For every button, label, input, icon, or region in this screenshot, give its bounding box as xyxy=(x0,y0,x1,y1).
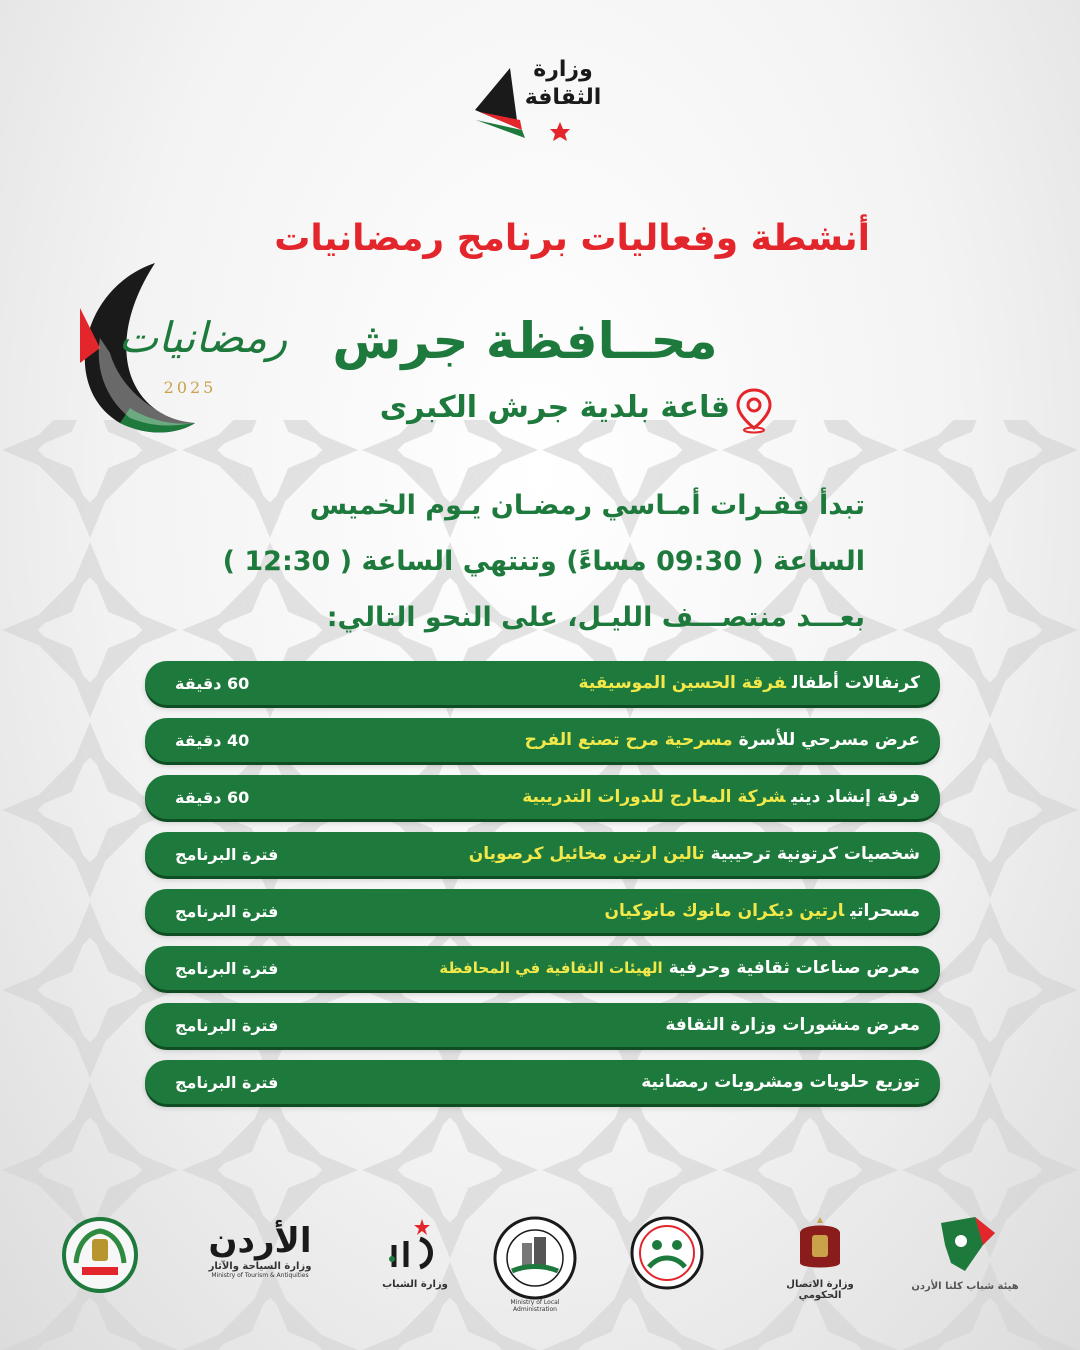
duration-label: 60 دقيقة xyxy=(175,673,250,693)
page-title: أنشطة وفعاليات برنامج رمضانيات xyxy=(274,218,870,259)
duration-label: فترة البرنامج xyxy=(175,901,279,921)
activity-label: معرض منشورات وزارة الثقافة xyxy=(665,1015,920,1035)
local-admin-caption: Ministry of Local Administration xyxy=(510,1299,560,1313)
schedule-row xyxy=(145,661,940,705)
local-admin-seal-icon xyxy=(492,1215,578,1301)
activity-label: فرقة إنشاد ديني xyxy=(791,787,920,807)
local-admin-ministry-logo xyxy=(490,1215,580,1313)
performer-label: مسرحية مرح تصنع الفرح xyxy=(524,730,733,750)
youth-org-caption: هيئة شباب كلنا الأردن xyxy=(911,1281,1019,1292)
schedule-row xyxy=(145,889,940,933)
badge-script: رمضانيات xyxy=(118,313,288,362)
armed-forces-emblem xyxy=(60,1215,140,1305)
duration-label: 40 دقيقة xyxy=(175,730,250,750)
schedule-row xyxy=(145,775,940,819)
duration-label: فترة البرنامج xyxy=(175,1015,279,1035)
tourism-caption: وزارة السياحة والآثار xyxy=(208,1261,312,1272)
logo-name-line2: الثقافة xyxy=(524,85,602,110)
jordan-map-icon xyxy=(925,1215,1005,1277)
schedule-row xyxy=(145,946,940,990)
location-pin-icon xyxy=(730,386,778,434)
youth-organization-logo xyxy=(905,1215,1025,1305)
activity-label: مسحراتي xyxy=(850,901,920,921)
intro-line-2: الساعة ( 09:30 مساءً) وتنتهي الساعة ( 12:30 ) xyxy=(222,546,865,577)
performer-label: الهيئات الثقافية في المحافظة xyxy=(439,959,663,977)
intro-line-3: بعـــد منتصـــف الليـل، على النحو التالي: xyxy=(326,602,865,633)
ministry-of-culture-logo xyxy=(470,50,620,145)
ramadan-badge xyxy=(60,258,290,438)
activity-label: معرض صناعات ثقافية وحرفية xyxy=(668,958,920,978)
performer-label: ارتين ديكران مانوك مانوكيان xyxy=(604,901,845,921)
tourism-wordmark: الأردن xyxy=(208,1221,312,1261)
performer-label: فرقة الحسين الموسيقية xyxy=(578,673,787,693)
youth-ministry-logo xyxy=(375,1215,455,1305)
communication-caption: وزارة الاتصال الحكومي xyxy=(786,1279,854,1301)
governorate-title: محــافظة جرش xyxy=(332,312,718,370)
duration-label: فترة البرنامج xyxy=(175,958,279,978)
activity-label: شخصيات كرتونية ترحيبية xyxy=(710,844,920,864)
social-development-seal xyxy=(628,1215,706,1305)
schedule-row xyxy=(145,1003,940,1047)
activity-label: كرنفالات أطفال xyxy=(792,673,920,693)
logo-name-line1: وزارة xyxy=(533,57,593,82)
intro-line-1: تبدأ فقـرات أمـاسي رمضـان يـوم الخميس xyxy=(309,490,865,521)
schedule-row xyxy=(145,1060,940,1104)
performer-label: شركة المعارج للدورات التدريبية xyxy=(522,787,786,807)
venue-label: قاعة بلدية جرش الكبرى xyxy=(379,390,730,425)
youth-logo-icon xyxy=(380,1215,450,1275)
duration-label: فترة البرنامج xyxy=(175,844,279,864)
tourism-caption-en: Ministry of Tourism & Antiquities xyxy=(211,1272,309,1279)
intro-text xyxy=(160,478,865,646)
badge-year: 2025 xyxy=(163,378,217,397)
duration-label: فترة البرنامج xyxy=(175,1072,279,1092)
tourism-ministry-logo xyxy=(200,1215,320,1305)
schedule-list xyxy=(145,661,940,1117)
duration-label: 60 دقيقة xyxy=(175,787,250,807)
performer-label: تالين ارتين مخائيل كرصويان xyxy=(468,844,705,864)
activity-label: عرض مسرحي للأسرة xyxy=(738,730,920,750)
activity-label: توزيع حلويات ومشروبات رمضانية xyxy=(641,1072,920,1092)
schedule-row xyxy=(145,718,940,762)
government-communication-logo xyxy=(765,1215,875,1305)
emblem-icon xyxy=(60,1215,140,1295)
schedule-row xyxy=(145,832,940,876)
youth-caption: وزارة الشباب xyxy=(382,1279,448,1290)
social-seal-icon xyxy=(629,1215,705,1291)
coat-of-arms-icon xyxy=(792,1215,848,1275)
